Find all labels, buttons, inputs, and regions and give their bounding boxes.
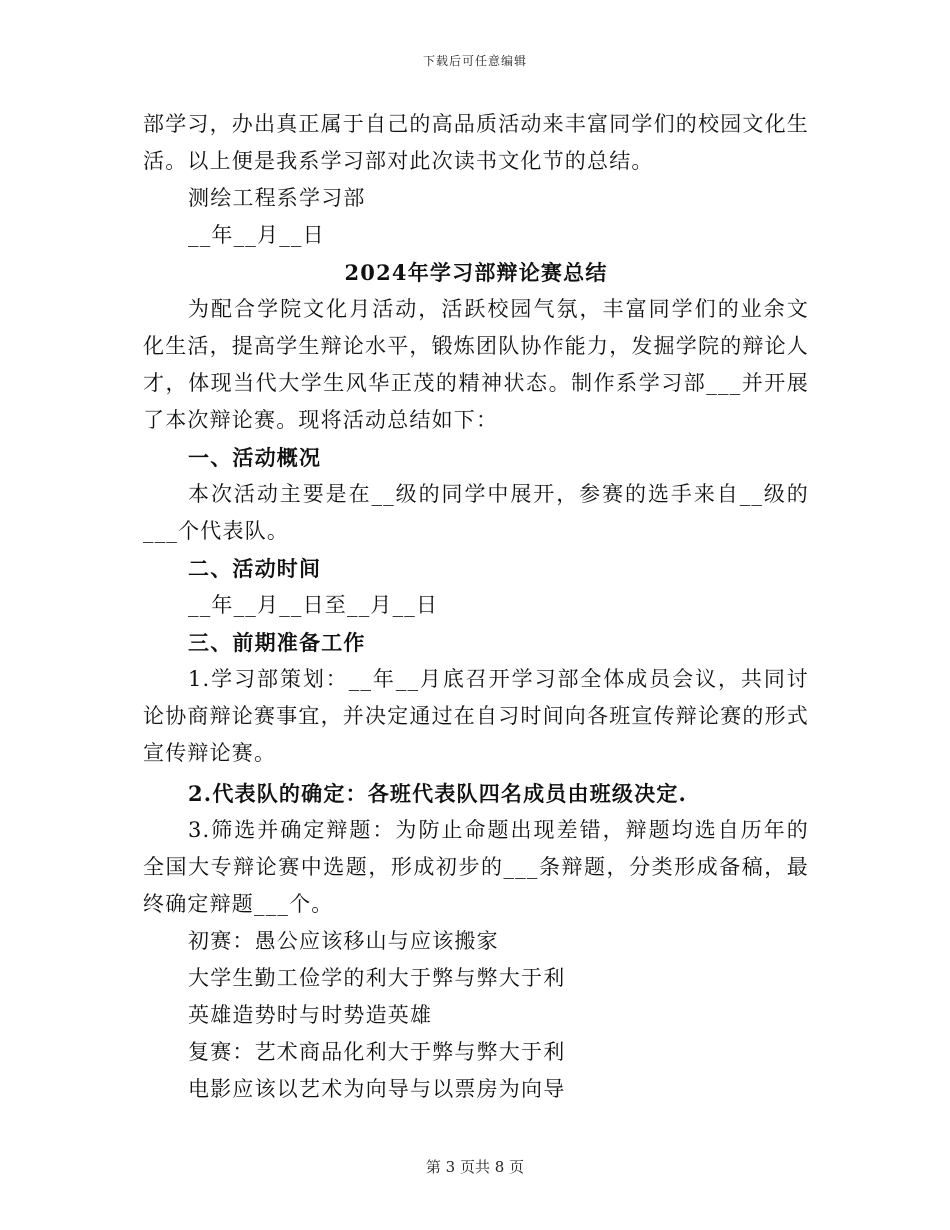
paragraph-planning: 1.学习部策划：__年__月底召开学习部全体成员会议，共同讨论协商辩论赛事宜，并决定通过在自习时间向各班宣传辩论赛的形式宣传辩论赛。 <box>143 667 809 765</box>
paragraph-intro: 为配合学院文化月活动，活跃校园气氛，丰富同学们的业余文化生活，提高学生辩论水平，锻炼团队协作能力，发掘学院的辩论人才，体现当代大学生风华正茂的精神状态。制作系学习部___并开展了本次辩论赛。现将活动总结如下： <box>143 297 809 432</box>
document-body <box>143 106 809 1108</box>
heading-preparation: 三、前期准备工作 <box>188 630 366 655</box>
topic-prelim-1: 初赛：愚公应该移山与应该搬家 <box>188 929 499 953</box>
topic-semifinal-2: 电影应该以艺术为向导与以票房为向导 <box>188 1077 566 1101</box>
signature-date: __年__月__日 <box>188 223 325 247</box>
topic-prelim-2: 大学生勤工俭学的利大于弊与弊大于利 <box>188 966 566 990</box>
page-header: 下载后可任意编辑 <box>422 54 527 68</box>
page-footer: 第 3 页共 8 页 <box>425 1158 525 1176</box>
topic-prelim-3: 英雄造势时与时势造英雄 <box>188 1003 433 1027</box>
paragraph-time: __年__月__日至__月__日 <box>188 593 439 617</box>
paragraph-overview: 本次活动主要是在__级的同学中展开，参赛的选手来自__级的___个代表队。 <box>143 482 809 543</box>
paragraph-team-selection: 2.代表队的确定：各班代表队四名成员由班级决定. <box>188 781 688 806</box>
heading-time: 二、活动时间 <box>188 556 322 581</box>
signature-department: 测绘工程系学习部 <box>188 186 366 210</box>
heading-overview: 一、活动概况 <box>188 445 322 470</box>
paragraph-closing-previous: 部学习，办出真正属于自己的高品质活动来丰富同学们的校园文化生活。以上便是我系学习部对此次读书文化节的总结。 <box>143 112 809 173</box>
paragraph-topic-selection: 3.筛选并确定辩题：为防止命题出现差错，辩题均选自历年的全国大专辩论赛中选题，形成初步的___条辩题，分类形成备稿，最终确定辩题___个。 <box>143 818 809 916</box>
topic-semifinal-1: 复赛：艺术商品化利大于弊与弊大于利 <box>188 1040 566 1064</box>
section-title: 2024年学习部辩论赛总结 <box>344 260 608 285</box>
